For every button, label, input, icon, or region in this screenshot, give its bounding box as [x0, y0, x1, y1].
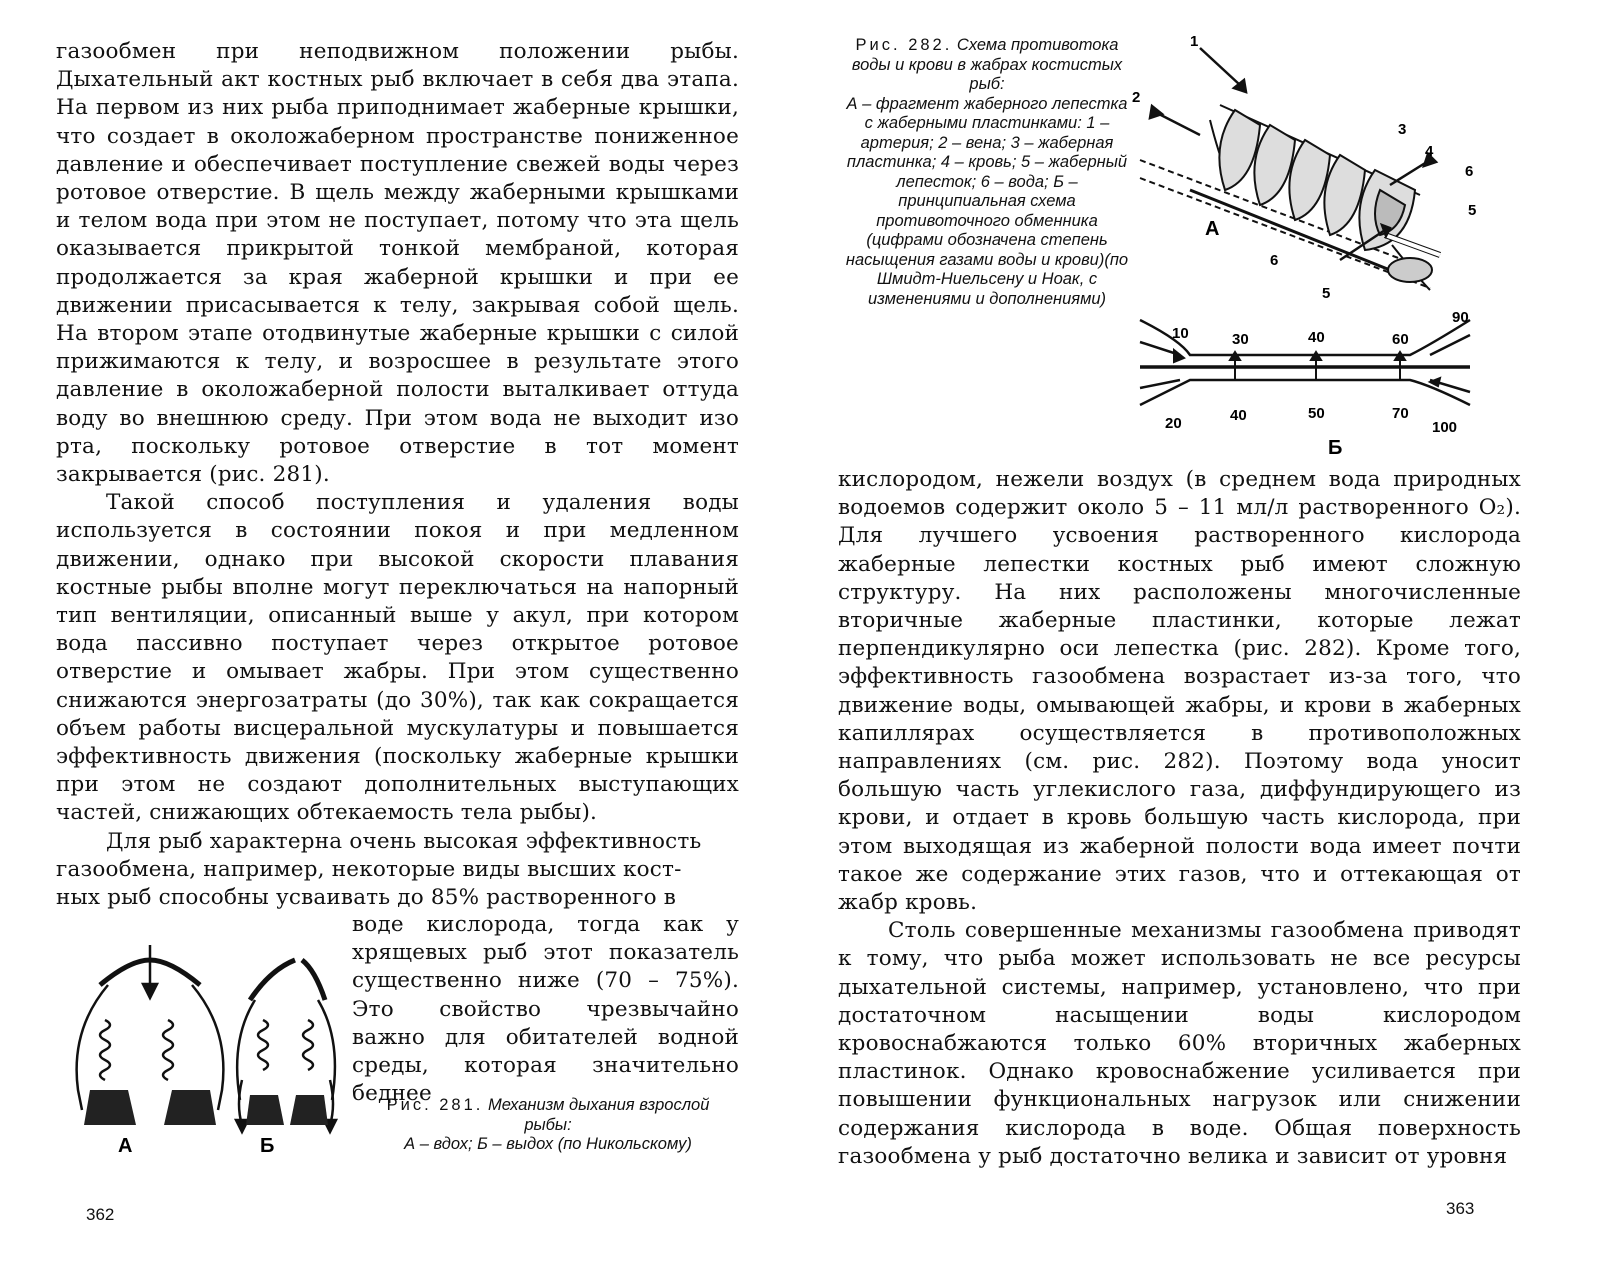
left-page-number: 362	[86, 1205, 115, 1224]
figure-282-water-value-4: 70	[1392, 405, 1409, 422]
figure-282-blood-value-1: 10	[1172, 325, 1189, 342]
figure-282-part-a-label: А	[1205, 218, 1220, 240]
figure-282-a-number-4: 4	[1425, 143, 1434, 160]
figure-282-caption-detail: А – фрагмент жаберного лепестка с жаберными пластинками: 1 – артерия; 2 – вена; 3 – жаберная пластинка; 4 – кровь; 5 – жаберный лепесток; 6 – вода; Б – принципиальная схема противоточного обменника (цифрами обозначена степень насыщения газами воды и крови)(по Шмидт-Ниельсену и Ноак, с изменениями и дополнениями)	[845, 94, 1129, 308]
figure-282-caption-lead: Рис. 282.	[855, 36, 953, 54]
figure-281-caption-detail: А – вдох; Б – выдох (по Никольскому)	[404, 1135, 692, 1153]
figure-281-caption-lead: Рис. 281.	[386, 1096, 484, 1114]
figure-282-caption	[842, 36, 1132, 309]
figure-282-a-number-2: 2	[1132, 89, 1141, 106]
left-paragraph-3-line-3: ных рыб способны усваивать до 85% растворенного в	[56, 885, 677, 911]
figure-281-label-a: А	[118, 1135, 133, 1157]
figure-282-a-number-6: 6	[1270, 252, 1279, 269]
figure-281-label-b: Б	[260, 1135, 275, 1157]
left-paragraph-3-wrap	[352, 911, 739, 1108]
left-paragraph-3-rest: воде кислорода, тогда как у хрящевых рыб этот показатель существенно ниже (70 – 75%). Это свойство чрезвычайно важно для обитателей водной среды, которая значительно беднее	[352, 912, 739, 1107]
left-paragraph-3-line-2: газообмена, например, некоторые виды высших кост-	[56, 856, 682, 882]
figure-282-part-b-label: Б	[1328, 437, 1343, 459]
figure-281-gill-breathing-diagram	[50, 940, 350, 1170]
figure-282-blood-value-2: 30	[1232, 331, 1249, 348]
figure-281-caption	[362, 1096, 734, 1155]
figure-282-blood-value-4: 60	[1392, 331, 1409, 348]
left-paragraph-3-line-1: Для рыб характерна очень высокая эффективность	[106, 828, 702, 854]
figure-282-caption-title: Схема противотока воды и крови в жабрах костистых рыб:	[851, 36, 1123, 93]
left-text-block	[56, 38, 739, 912]
figure-282-a-number-1: 1	[1190, 33, 1199, 50]
figure-282-water-value-3: 50	[1308, 405, 1325, 422]
right-paragraph-2: Столь совершенные механизмы газообмена приводят к тому, что рыба может использовать не все ресурсы дыхательной системы, например, установлено, что при достаточном насыщении воды кислородом кровоснабжаются только 60% вторичных жаберных пластинок. Однако кровоснабжение усиливается при повышении функциональных нагрузок или снижении содержания кислорода в воде. Общая поверхность газообмена у рыб достаточно велика и зависит от уровня	[838, 918, 1521, 1169]
figure-282-blood-value-3: 40	[1308, 329, 1325, 346]
figure-282-water-value-2: 40	[1230, 407, 1247, 424]
figure-282-a-number-5-right: 5	[1468, 202, 1477, 219]
figure-282-a-number-3: 3	[1398, 121, 1407, 138]
right-paragraph-1: кислородом, нежели воздух (в среднем вода природных водоемов содержит около 5 – 11 мл/л растворенного O₂). Для лучшего усвоения растворенного кислорода жаберные лепестки костных рыб имеют сложную структуру. На них расположены многочисленные вторичные жаберные пластинки, которые лежат перпендикулярно оси лепестка (рис. 282). Кроме того, эффективность газообмена возрастает из-за того, что движение воды, омывающей жабры, и крови в жаберных капиллярах осуществляется в противоположных направлениях (см. рис. 282). Поэтому вода уносит большую часть углекислого газа, диффундирующего из крови, и отдает в кровь большую часть кислорода, при этом выходящая из жаберной полости вода имеет почти такое же содержание этих газов, что и оттекающая от жабр кровь.	[838, 467, 1521, 916]
left-paragraph-1: газообмен при неподвижном положении рыбы. Дыхательный акт костных рыб включает в себя два этапа. На первом из них рыба приподнимает жаберные крышки, что создает в околожаберном пространстве пониженное давление и обеспечивает поступление свежей воды через ротовое отверстие. В щель между жаберными крышками и телом вода при этом не поступает, потому что эта щель оказывается прикрытой тонкой мембраной, которая продолжается за края жаберной крышки и при ее движении присасывается к телу, закрывая собой щель. На втором этапе отодвинутые жаберные крышки с силой прижимаются к телу, и возросшее в результате этого давление в околожаберной полости выталкивает оттуда воду во внешнюю среду. При этом вода не выходит изо рта, поскольку ротовое отверстие в тот момент закрывается (рис. 281).	[56, 39, 739, 488]
right-text-block	[838, 466, 1521, 1171]
figure-282-blood-value-5: 90	[1452, 309, 1469, 326]
figure-282-water-value-5: 100	[1432, 419, 1458, 436]
figure-282-a-number-5: 5	[1322, 285, 1331, 302]
left-paragraph-2: Такой способ поступления и удаления воды используется в состоянии покоя и при медленном движении, однако при высокой скорости плавания костные рыбы вполне могут переключаться на напорный тип вентиляции, описанный выше у акул, при котором вода пассивно поступает через открытое ротовое отверстие и омывает жабры. При этом существенно снижаются энергозатраты (до 30%), так как сокращается объем работы висцеральной мускулатуры и повышается эффективность движения (поскольку жаберные крышки при этом не создают дополнительных выступающих частей, снижающих обтекаемость тела рыбы).	[56, 490, 739, 826]
right-page	[810, 0, 1600, 1280]
left-page	[0, 0, 790, 1280]
figure-282-countercurrent-diagram	[1130, 30, 1510, 460]
right-page-number: 363	[1446, 1199, 1475, 1218]
figure-282-a-number-6-right: 6	[1465, 163, 1474, 180]
figure-282-water-value-1: 20	[1165, 415, 1182, 432]
figure-281-caption-title: Механизм дыхания взрослой рыбы:	[487, 1096, 710, 1134]
